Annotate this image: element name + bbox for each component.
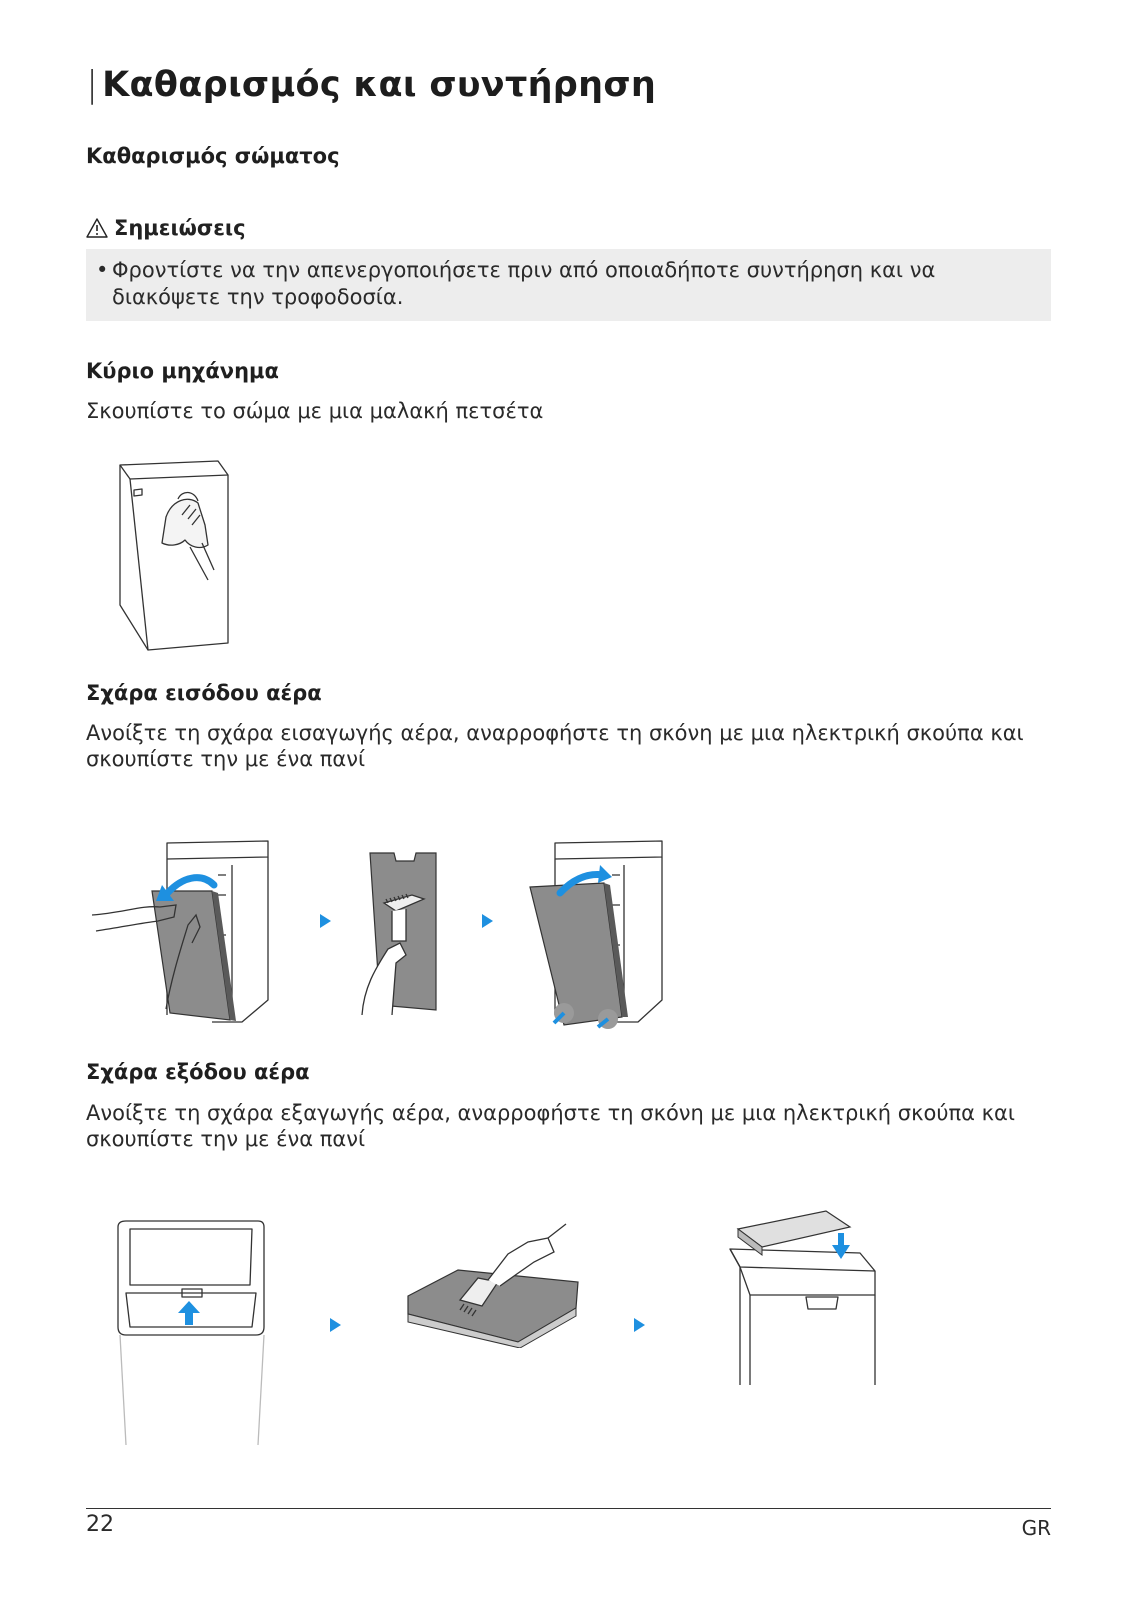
outlet-step2-illustration — [398, 1218, 588, 1348]
outlet-text: Ανοίξτε τη σχάρα εξαγωγής αέρα, αναρροφήστε τη σκόνη με μια ηλεκτρική σκούπα και σκουπίστε την με ένα πανί — [86, 1101, 1015, 1151]
inlet-heading: Σχάρα εισόδου αέρα — [86, 681, 322, 705]
step-arrow-icon — [482, 914, 493, 928]
notes-heading — [86, 216, 246, 240]
notes-box — [86, 249, 1051, 321]
inlet-step2-illustration — [352, 845, 452, 1025]
notes-heading-label: Σημειώσεις — [114, 216, 246, 240]
step-arrow-icon — [320, 914, 331, 928]
inlet-step3-illustration — [520, 835, 675, 1035]
page-title — [86, 64, 656, 105]
note-bullet: • — [96, 258, 109, 282]
language-code: GR — [1021, 1516, 1051, 1540]
outlet-step3-illustration — [710, 1205, 880, 1390]
page-number: 22 — [86, 1512, 114, 1537]
main-unit-text: Σκουπίστε το σώμα με μια μαλακή πετσέτα — [86, 399, 544, 423]
title-text: Καθαρισμός και συντήρηση — [102, 64, 657, 105]
main-unit-heading: Κύριο μηχάνημα — [86, 359, 279, 383]
warning-icon — [86, 218, 108, 238]
section-heading: Καθαρισμός σώματος — [86, 144, 340, 168]
note-item — [96, 257, 1041, 311]
wipe-body-illustration — [110, 455, 235, 655]
inlet-step1-illustration — [92, 835, 282, 1030]
inlet-text: Ανοίξτε τη σχάρα εισαγωγής αέρα, αναρροφήστε τη σκόνη με μια ηλεκτρική σκούπα και σκουπίστε την με ένα πανί — [86, 721, 1024, 771]
title-bar: | — [86, 64, 99, 105]
note-text: Φροντίστε να την απενεργοποιήσετε πριν από οποιαδήποτε συντήρηση και να διακόψετε την τροφοδοσία. — [112, 258, 936, 309]
outlet-heading: Σχάρα εξόδου αέρα — [86, 1060, 310, 1084]
step-arrow-icon — [330, 1318, 341, 1332]
step-arrow-icon — [634, 1318, 645, 1332]
footer-rule — [86, 1508, 1051, 1509]
outlet-step1-illustration — [112, 1215, 272, 1450]
